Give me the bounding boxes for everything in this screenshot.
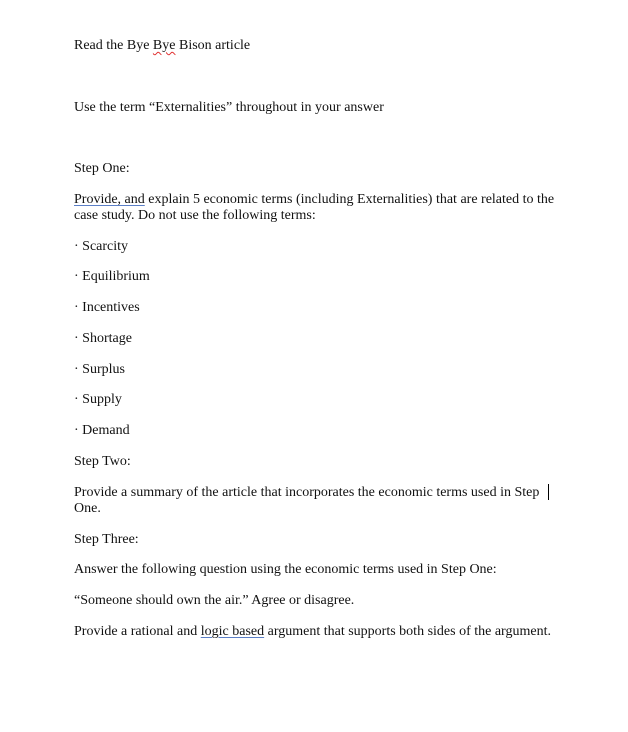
closing-suffix: argument that supports both sides of the argument. [264, 624, 551, 639]
step-one-body [74, 192, 564, 224]
grammar-flag[interactable]: logic based [200, 624, 265, 639]
excluded-term: · Scarcity [74, 239, 129, 254]
step-one-heading: Step One: [74, 161, 130, 176]
grammar-flag[interactable]: Provide, and [74, 192, 145, 207]
step-one-body-text: explain 5 economic terms (including Externalities) that are related to the case study. Do not use the following terms: [74, 192, 555, 223]
text-cursor [548, 484, 549, 500]
excluded-term: · Demand [74, 423, 130, 438]
closing-prefix: Provide a rational and [74, 624, 201, 639]
step-two-body-text: Provide a summary of the article that incorporates the economic terms used in Step One. [74, 485, 540, 516]
spelling-flag[interactable]: Bye [152, 38, 176, 53]
excluded-term: · Surplus [74, 362, 125, 377]
term-instruction: Use the term “Externalities” throughout in your answer [74, 100, 384, 115]
step-two-body [74, 485, 556, 517]
excluded-term: · Supply [74, 392, 122, 407]
excluded-term: · Incentives [74, 300, 140, 315]
step-three-heading: Step Three: [74, 532, 139, 547]
read-article-line [74, 38, 250, 54]
step-three-body: Answer the following question using the economic terms used in Step One: [74, 562, 497, 577]
read-prefix: Read the Bye [74, 38, 153, 53]
excluded-term: · Shortage [74, 331, 132, 346]
question-quote: “Someone should own the air.” Agree or disagree. [74, 593, 355, 608]
closing-instruction [74, 624, 551, 640]
excluded-term: · Equilibrium [74, 269, 150, 284]
read-suffix: Bison article [175, 38, 251, 53]
step-two-heading: Step Two: [74, 454, 131, 469]
